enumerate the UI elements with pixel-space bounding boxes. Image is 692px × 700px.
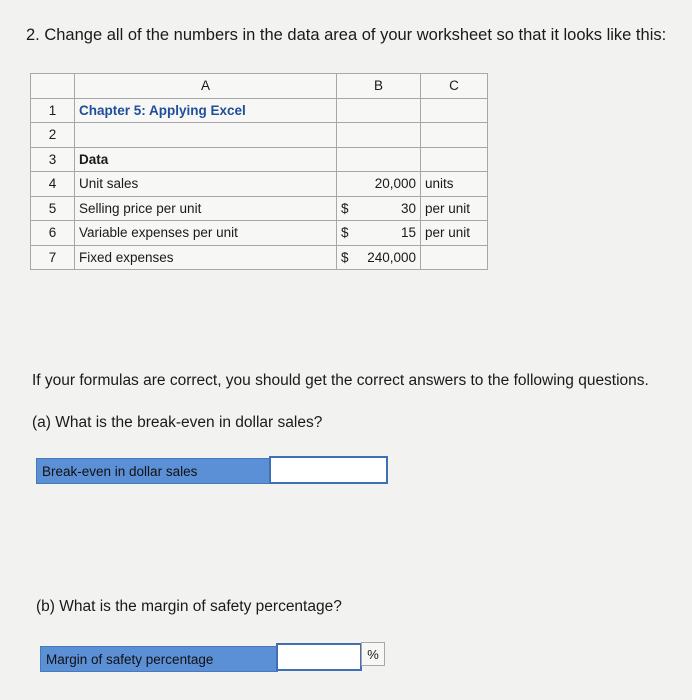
cell-c2 (421, 123, 488, 148)
currency-symbol: $ (341, 225, 349, 241)
instruction-note: If your formulas are correct, you should get the correct answers to the following questions. (32, 372, 649, 389)
column-header-b: B (337, 74, 421, 99)
margin-of-safety-input[interactable] (276, 643, 362, 671)
table-row (31, 196, 488, 221)
table-row (31, 98, 488, 123)
row-number: 1 (31, 98, 75, 123)
row-number: 7 (31, 245, 75, 270)
question-text: 2. Change all of the numbers in the data area of your worksheet so that it looks like this: (26, 26, 667, 44)
corner-cell (31, 74, 75, 99)
table-row (31, 147, 488, 172)
cell-b5 (337, 196, 421, 221)
question-a: (a) What is the break-even in dollar sales? (32, 414, 323, 431)
row-number: 6 (31, 221, 75, 246)
column-header-a: A (75, 74, 337, 99)
cell-a5: Selling price per unit (75, 196, 337, 221)
percent-unit: % (361, 642, 385, 666)
cell-c5: per unit (421, 196, 488, 221)
table-row (31, 221, 488, 246)
cell-a4: Unit sales (75, 172, 337, 197)
break-even-label: Break-even in dollar sales (36, 458, 270, 484)
margin-of-safety-label: Margin of safety percentage (40, 646, 278, 672)
worksheet-table (30, 73, 488, 270)
cell-value: 15 (400, 225, 416, 241)
cell-c1 (421, 98, 488, 123)
table-row (31, 245, 488, 270)
cell-b4: 20,000 (337, 172, 421, 197)
question-b: (b) What is the margin of safety percentage? (36, 598, 342, 615)
cell-a6: Variable expenses per unit (75, 221, 337, 246)
cell-value: 30 (400, 200, 416, 216)
cell-c4: units (421, 172, 488, 197)
row-number: 5 (31, 196, 75, 221)
cell-a3: Data (75, 147, 337, 172)
table-row (31, 172, 488, 197)
cell-b7 (337, 245, 421, 270)
row-number: 4 (31, 172, 75, 197)
cell-value: 240,000 (367, 249, 416, 265)
cell-b3 (337, 147, 421, 172)
row-number: 3 (31, 147, 75, 172)
cell-a7: Fixed expenses (75, 245, 337, 270)
cell-c6: per unit (421, 221, 488, 246)
currency-symbol: $ (341, 249, 349, 265)
column-header-c: C (421, 74, 488, 99)
table-row (31, 123, 488, 148)
cell-b1 (337, 98, 421, 123)
cell-c3 (421, 147, 488, 172)
cell-b2 (337, 123, 421, 148)
currency-symbol: $ (341, 200, 349, 216)
row-number: 2 (31, 123, 75, 148)
cell-a1: Chapter 5: Applying Excel (75, 98, 337, 123)
cell-c7 (421, 245, 488, 270)
column-header-row (31, 74, 488, 99)
cell-b6 (337, 221, 421, 246)
break-even-input[interactable] (269, 456, 388, 484)
cell-a2 (75, 123, 337, 148)
